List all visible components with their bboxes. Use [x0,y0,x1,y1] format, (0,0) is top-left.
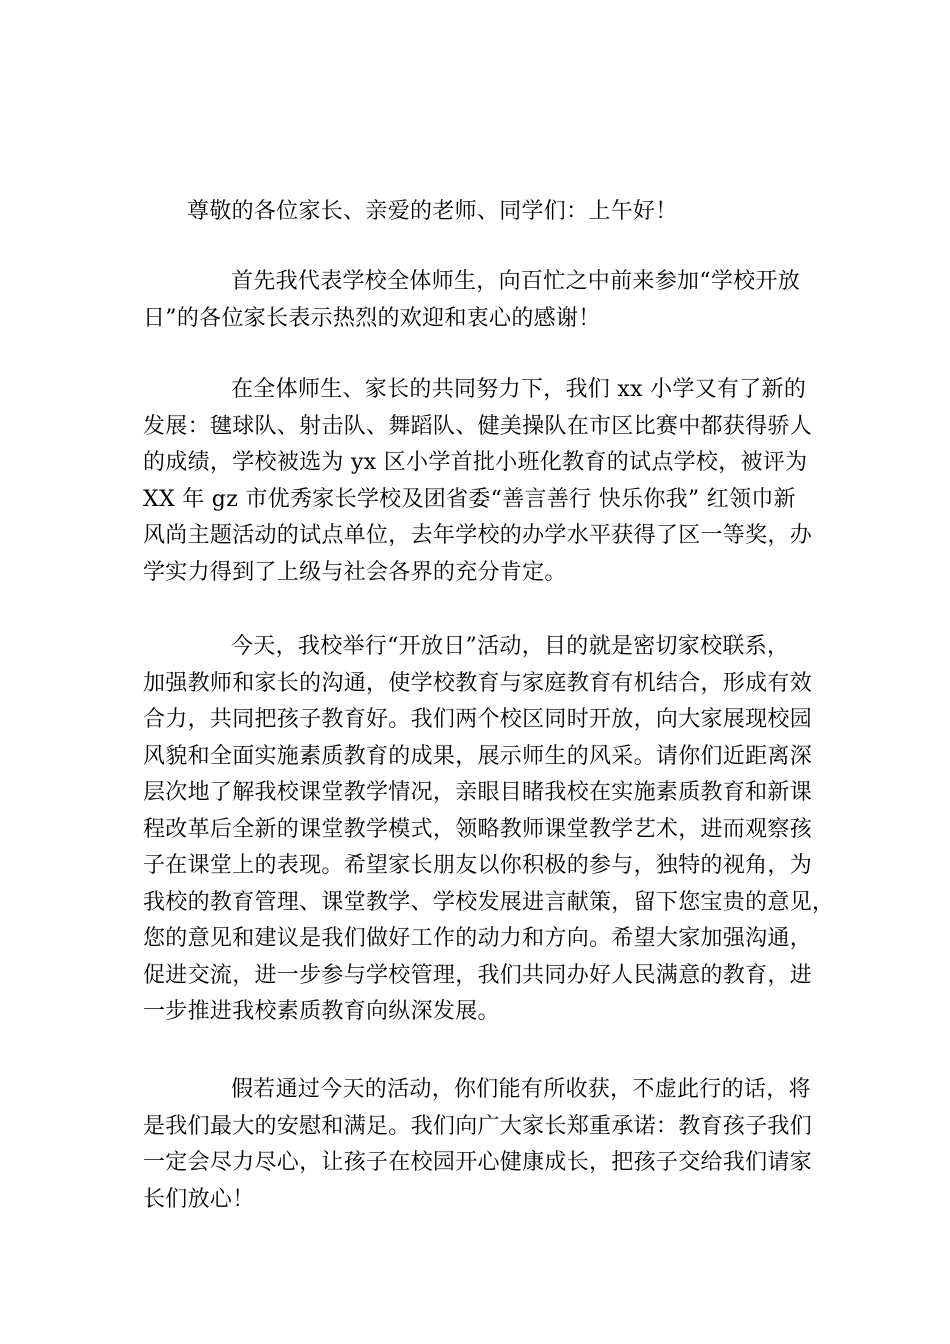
paragraph-line: 日”的各位家长表示热烈的欢迎和衷心的感谢！ [143,305,601,331]
paragraph-line: 是我们最大的安慰和满足。我们向广大家长郑重承诺：教育孩子我们 [143,1113,813,1139]
paragraph-4 [143,1072,818,1218]
paragraph-line: XX 年 gz 市优秀家长学校及团省委“善言善行 快乐你我” 红领巾新 [143,486,796,512]
paragraph-line: 长们放心！ [143,1186,255,1212]
paragraph-line: 一步推进我校素质教育向纵深发展。 [143,999,500,1024]
paragraph-line: 风尚主题活动的试点单位，去年学校的办学水平获得了区一等奖，办 [143,523,813,548]
paragraph-line: 合力，共同把孩子教育好。我们两个校区同时开放，向大家展现校园 [143,707,813,732]
paragraph-line: 风貌和全面实施素质教育的成果，展示师生的风采。请你们近距离深 [143,743,813,769]
paragraph-line: 您的意见和建议是我们做好工作的动力和方向。希望大家加强沟通， [143,926,813,951]
paragraph-line: 一定会尽力尽心，让孩子在校园开心健康成长，把孩子交给我们请家 [143,1150,813,1175]
paragraph-line: 今天，我校举行“开放日”活动，目的就是密切家校联系， [231,634,790,659]
paragraph-line: 子在课堂上的表现。希望家长朋友以你积极的参与，独特的视角，为 [143,853,813,878]
paragraph-line: 促进交流，进一步参与学校管理，我们共同办好人民满意的教育，进 [143,962,813,988]
paragraph-line: 首先我代表学校全体师生，向百忙之中前来参加“学校开放 [231,269,801,294]
salutation-line: 尊敬的各位家长、亲爱的老师、同学们：上午好！ [187,199,678,224]
paragraph-2 [143,372,818,591]
paragraph-line: 的成绩，学校被选为 yx 区小学首批小班化教育的试点学校，被评为 [143,450,808,475]
paragraph-line: 假若通过今天的活动，你们能有所收获，不虚此行的话，将 [231,1077,811,1102]
paragraph-line: 加强教师和家长的沟通，使学校教育与家庭教育有机结合，形成有效 [143,670,813,696]
paragraph-line: 学实力得到了上级与社会各界的充分肯定。 [143,559,567,585]
salutation [143,194,818,231]
paragraph-line: 发展：毽球队、射击队、舞蹈队、健美操队在市区比赛中都获得骄人 [143,413,813,439]
paragraph-line: 层次地了解我校课堂教学情况，亲眼目睹我校在实施素质教育和新课 [143,780,813,805]
paragraph-line: 在全体师生、家长的共同努力下，我们 xx 小学又有了新的 [231,377,807,402]
paragraph-1 [143,264,818,337]
paragraph-line: 我校的教育管理、课堂教学、学校发展进言献策，留下您宝贵的意见， [143,889,835,915]
paragraph-3 [143,629,835,1031]
paragraph-line: 程改革后全新的课堂教学模式，领略教师课堂教学艺术，进而观察孩 [143,816,813,842]
